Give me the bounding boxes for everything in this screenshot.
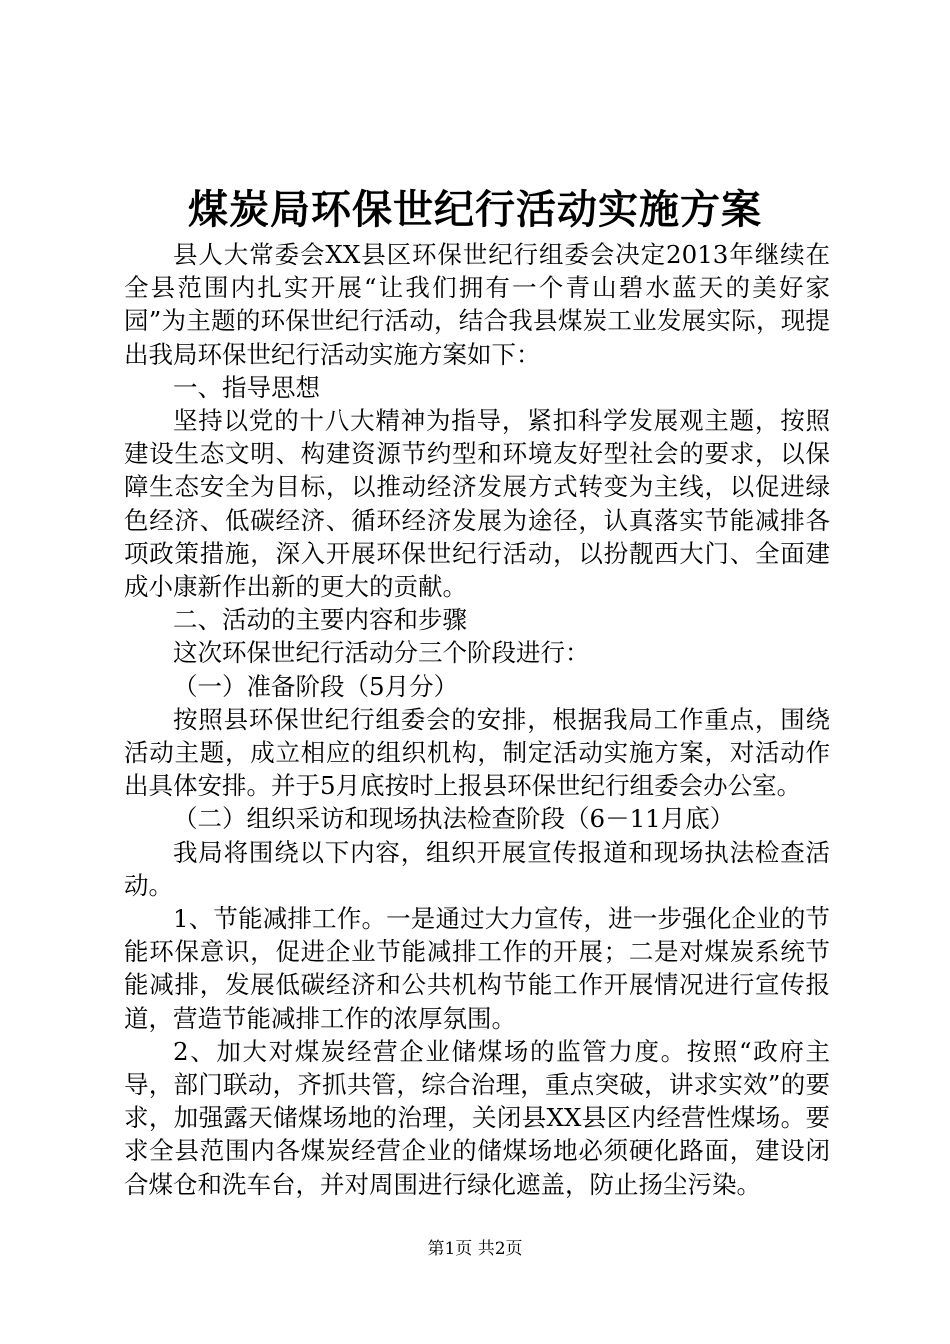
document-title: 煤炭局环保世纪行活动实施方案	[188, 186, 762, 233]
paragraph-guiding-thought: 坚持以党的十八大精神为指导，紧扣科学发展观主题，按照建设生态文明、构建资源节约型和环境友好型社会的要求，以保障生态安全为目标，以推动经济发展方式转变为主线，以促进绿色经济、低碳经济、循环经济发展为途径，认真落实节能减排各项政策措施，深入开展环保世纪行活动，以扮靓西大门、全面建成小康新作出新的更大的贡献。	[124, 406, 830, 602]
subheading-preparation-stage: （一）准备阶段（5月分）	[173, 671, 459, 701]
section-heading-guiding-thought: 一、指导思想	[173, 372, 320, 402]
list-item-coal-yard-supervision: 2、加大对煤炭经营企业储煤场的监管力度。按照“政府主导，部门联动，齐抓共管，综合治理，重点突破，讲求实效”的要求，加强露天储煤场地的治理，关闭县XX县区内经营性煤场。要求全县范围内各煤炭经营企业的储煤场地必须硬化路面，建设闭合煤仓和洗车台，并对周围进行绿化遮盖，防止扬尘污染。	[124, 1036, 830, 1199]
paragraph-inspection-intro: 我局将围绕以下内容，组织开展宣传报道和现场执法检查活动。	[124, 837, 830, 900]
subheading-inspection-stage: （二）组织采访和现场执法检查阶段（6－11月底）	[173, 804, 735, 834]
list-item-energy-saving: 1、节能减排工作。一是通过大力宣传，进一步强化企业的节能环保意识，促进企业节能减排工作的开展；二是对煤炭系统节能减排，发展低碳经济和公共机构节能工作开展情况进行宣传报道，营造节能减排工作的浓厚氛围。	[124, 904, 830, 1033]
paragraph-intro: 县人大常委会XX县区环保世纪行组委会决定2013年继续在全县范围内扎实开展“让我们拥有一个青山碧水蓝天的美好家园”为主题的环保世纪行活动，结合我县煤炭工业发展实际，现提出我局环保世纪行活动实施方案如下：	[124, 240, 830, 369]
paragraph-stages-intro: 这次环保世纪行活动分三个阶段进行：	[173, 638, 590, 668]
document-body	[124, 238, 830, 1201]
section-heading-main-content: 二、活动的主要内容和步骤	[173, 605, 467, 635]
page-footer: 第1页 共2页	[427, 1239, 523, 1259]
paragraph-preparation-stage: 按照县环保世纪行组委会的安排，根据我局工作重点，围绕活动主题，成立相应的组织机构，制定活动实施方案，对活动作出具体安排。并于5月底按时上报县环保世纪行组委会办公室。	[124, 704, 830, 801]
